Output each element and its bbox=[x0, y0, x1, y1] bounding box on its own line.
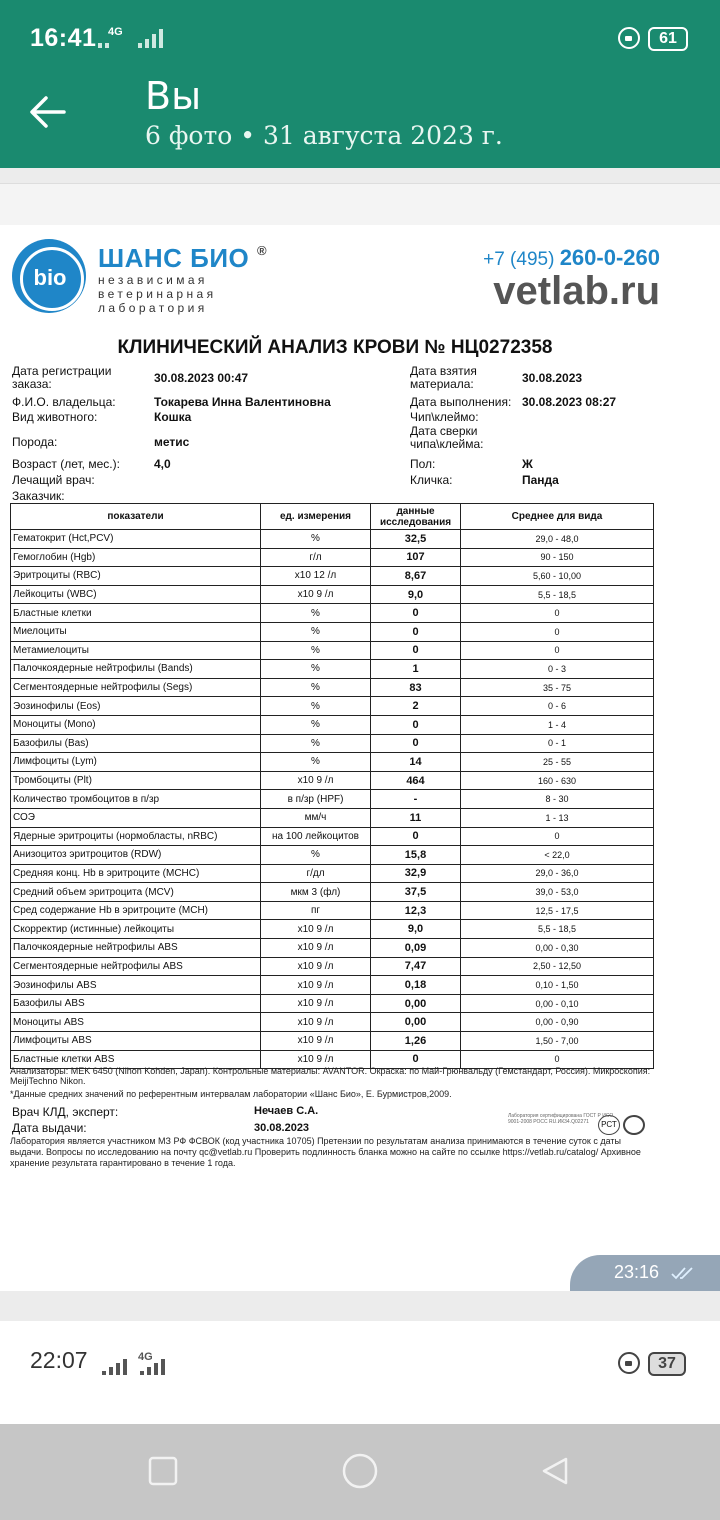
breed-label: Порода: bbox=[12, 435, 58, 449]
photo-viewer[interactable] bbox=[0, 225, 720, 1291]
reference-cell: < 22,0 bbox=[461, 846, 654, 865]
parameter-cell: Сред содержание Hb в эритроците (MCH) bbox=[11, 901, 261, 920]
status-time-2: 22:07 bbox=[30, 1347, 88, 1373]
result-cell: 0,00 bbox=[371, 1013, 461, 1032]
issue-date: 30.08.2023 bbox=[254, 1122, 310, 1134]
table-row bbox=[11, 827, 654, 846]
table-row bbox=[11, 734, 654, 753]
back-icon[interactable] bbox=[540, 1456, 570, 1486]
table-row bbox=[11, 1032, 654, 1051]
result-cell: 0 bbox=[371, 641, 461, 660]
doctor-label: Лечащий врач: bbox=[12, 473, 95, 487]
result-cell: 0,00 bbox=[371, 994, 461, 1013]
chip-label: Чип\клеймо: bbox=[410, 410, 479, 424]
signal-icon bbox=[138, 28, 163, 48]
unit-cell: x10 9 /л bbox=[261, 976, 371, 995]
unit-cell: мкм 3 (фл) bbox=[261, 883, 371, 902]
unit-cell: пг bbox=[261, 901, 371, 920]
reference-cell: 5,5 - 18,5 bbox=[461, 920, 654, 939]
species-value: Кошка bbox=[154, 410, 192, 424]
results-table bbox=[10, 503, 654, 1069]
parameter-cell: Сегментоядерные нейтрофилы ABS bbox=[11, 957, 261, 976]
brand-name: ШАНС БИО ® bbox=[98, 243, 268, 273]
certification-mark-icon: РСТ bbox=[598, 1115, 620, 1135]
recent-apps-icon[interactable] bbox=[148, 1456, 178, 1486]
reference-cell: 0 bbox=[461, 622, 654, 641]
reference-cell: 8 - 30 bbox=[461, 790, 654, 809]
network-type: 4G bbox=[108, 26, 123, 38]
tagline-1: независимая bbox=[98, 273, 208, 287]
rotation-lock-icon bbox=[618, 1352, 640, 1374]
reference-cell: 0 bbox=[461, 604, 654, 623]
message-time-badge bbox=[570, 1255, 720, 1291]
logo-text: bio bbox=[33, 265, 67, 290]
parameter-cell: Эозинофилы ABS bbox=[11, 976, 261, 995]
result-cell: 11 bbox=[371, 808, 461, 827]
table-row bbox=[11, 567, 654, 586]
reference-cell: 0 - 1 bbox=[461, 734, 654, 753]
result-cell: 14 bbox=[371, 753, 461, 772]
sample-date-value: 30.08.2023 bbox=[522, 371, 583, 385]
sex-label: Пол: bbox=[410, 457, 436, 471]
reference-cell: 0,00 - 0,90 bbox=[461, 1013, 654, 1032]
result-cell: - bbox=[371, 790, 461, 809]
reference-cell: 0 bbox=[461, 1050, 654, 1069]
signal-icon bbox=[140, 1355, 165, 1375]
result-cell: 37,5 bbox=[371, 883, 461, 902]
parameter-cell: Сегментоядерные нейтрофилы (Segs) bbox=[11, 678, 261, 697]
status-bar bbox=[0, 0, 720, 72]
parameter-cell: Гематокрит (Hct,PCV) bbox=[11, 530, 261, 549]
pet-name-label: Кличка: bbox=[410, 473, 453, 487]
chat-subtitle: 6 фото • 31 августа 2023 г. bbox=[145, 121, 503, 150]
table-row bbox=[11, 678, 654, 697]
parameter-cell: Количество тромбоцитов в п/зр bbox=[11, 790, 261, 809]
reference-cell: 35 - 75 bbox=[461, 678, 654, 697]
unit-cell: x10 9 /л bbox=[261, 1013, 371, 1032]
back-arrow-icon[interactable] bbox=[28, 92, 68, 132]
unit-cell: x10 9 /л bbox=[261, 585, 371, 604]
unit-cell: % bbox=[261, 641, 371, 660]
unit-cell: x10 12 /л bbox=[261, 567, 371, 586]
system-navigation-bar bbox=[0, 1424, 720, 1520]
parameter-cell: Средняя конц. Hb в эритроците (MCHC) bbox=[11, 864, 261, 883]
rotation-lock-icon bbox=[618, 27, 640, 49]
parameter-cell: Моноциты ABS bbox=[11, 1013, 261, 1032]
result-cell: 83 bbox=[371, 678, 461, 697]
parameter-cell: Ядерные эритроциты (нормобласты, nRBC) bbox=[11, 827, 261, 846]
unit-cell: % bbox=[261, 660, 371, 679]
unit-cell: г/дл bbox=[261, 864, 371, 883]
col-header: показатели bbox=[11, 504, 261, 530]
reg-date-label: Дата регистрации заказа: bbox=[12, 364, 112, 391]
reference-cell: 0 - 3 bbox=[461, 660, 654, 679]
chat-title: Вы bbox=[145, 74, 202, 118]
result-cell: 32,9 bbox=[371, 864, 461, 883]
parameter-cell: Моноциты (Mono) bbox=[11, 715, 261, 734]
reference-cell: 1 - 13 bbox=[461, 808, 654, 827]
result-cell: 15,8 bbox=[371, 846, 461, 865]
next-photo-preview[interactable] bbox=[0, 1321, 720, 1431]
signal-icon bbox=[98, 28, 109, 48]
unit-cell: x10 9 /л bbox=[261, 920, 371, 939]
reference-cell: 0,10 - 1,50 bbox=[461, 976, 654, 995]
owner-value: Токарева Инна Валентиновна bbox=[154, 395, 331, 409]
table-row bbox=[11, 976, 654, 995]
tagline-3: лаборатория bbox=[98, 301, 208, 315]
reference-cell: 39,0 - 53,0 bbox=[461, 883, 654, 902]
unit-cell: % bbox=[261, 753, 371, 772]
chip-check-label: Дата сверки чипа\клейма: bbox=[410, 424, 484, 451]
table-row bbox=[11, 994, 654, 1013]
species-label: Вид животного: bbox=[12, 410, 98, 424]
expert-label: Врач КЛД, эксперт: bbox=[12, 1105, 119, 1119]
result-cell: 9,0 bbox=[371, 585, 461, 604]
parameter-cell: Метамиелоциты bbox=[11, 641, 261, 660]
parameter-cell: Лимфоциты (Lym) bbox=[11, 753, 261, 772]
parameter-cell: СОЭ bbox=[11, 808, 261, 827]
reference-cell: 0 bbox=[461, 641, 654, 660]
reference-cell: 0,00 - 0,10 bbox=[461, 994, 654, 1013]
parameter-cell: Эозинофилы (Eos) bbox=[11, 697, 261, 716]
parameter-cell: Базофилы ABS bbox=[11, 994, 261, 1013]
reg-date-value: 30.08.2023 00:47 bbox=[154, 371, 249, 385]
parameter-cell: Гемоглобин (Hgb) bbox=[11, 548, 261, 567]
col-header: ед. измерения bbox=[261, 504, 371, 530]
unit-cell: г/л bbox=[261, 548, 371, 567]
signal-icon bbox=[102, 1355, 127, 1375]
table-row bbox=[11, 641, 654, 660]
unit-cell: x10 9 /л bbox=[261, 1050, 371, 1069]
double-check-icon bbox=[670, 1266, 698, 1280]
done-date-label: Дата выполнения: bbox=[410, 395, 512, 409]
unit-cell: % bbox=[261, 622, 371, 641]
reference-note: *Данные средних значений по референтным интервалам лаборатории «Шанс Био», Е. Бурмистров,2009. bbox=[10, 1089, 452, 1099]
home-icon[interactable] bbox=[342, 1453, 378, 1489]
table-row bbox=[11, 548, 654, 567]
table-row bbox=[11, 790, 654, 809]
network-type-2: 4G bbox=[138, 1351, 153, 1363]
message-time: 23:16 bbox=[614, 1262, 660, 1282]
table-header-row bbox=[11, 504, 654, 530]
app-header bbox=[0, 0, 720, 168]
unit-cell: на 100 лейкоцитов bbox=[261, 827, 371, 846]
lab-website: vetlab.ru bbox=[493, 269, 660, 313]
owner-label: Ф.И.О. владельца: bbox=[12, 395, 116, 409]
parameter-cell: Эритроциты (RBC) bbox=[11, 567, 261, 586]
quality-mark-icon bbox=[623, 1115, 645, 1135]
table-row bbox=[11, 883, 654, 902]
unit-cell: % bbox=[261, 678, 371, 697]
customer-label: Заказчик: bbox=[12, 489, 65, 503]
parameter-cell: Палочкоядерные нейтрофилы ABS bbox=[11, 939, 261, 958]
reference-cell: 160 - 630 bbox=[461, 771, 654, 790]
unit-cell: % bbox=[261, 530, 371, 549]
reference-cell: 90 - 150 bbox=[461, 548, 654, 567]
unit-cell: в п/зр (HPF) bbox=[261, 790, 371, 809]
col-header: данные исследования bbox=[371, 504, 461, 530]
table-row bbox=[11, 808, 654, 827]
certification-text: Лаборатория сертифицирована ГОСТ Р ИСО 9001-2008 РОСС RU.ИК34.Q02271 bbox=[508, 1113, 614, 1125]
table-row bbox=[11, 957, 654, 976]
parameter-cell: Лейкоциты (WBC) bbox=[11, 585, 261, 604]
result-cell: 32,5 bbox=[371, 530, 461, 549]
parameter-cell: Анизоцитоз эритроцитов (RDW) bbox=[11, 846, 261, 865]
reference-cell: 1 - 4 bbox=[461, 715, 654, 734]
reference-cell: 5,5 - 18,5 bbox=[461, 585, 654, 604]
reference-cell: 0,00 - 0,30 bbox=[461, 939, 654, 958]
reference-cell: 25 - 55 bbox=[461, 753, 654, 772]
table-row bbox=[11, 622, 654, 641]
reference-cell: 0 - 6 bbox=[461, 697, 654, 716]
parameter-cell: Средний объем эритроцита (MCV) bbox=[11, 883, 261, 902]
parameter-cell: Палочкоядерные нейтрофилы (Bands) bbox=[11, 660, 261, 679]
unit-cell: x10 9 /л bbox=[261, 939, 371, 958]
pet-name-value: Панда bbox=[522, 473, 559, 487]
result-cell: 7,47 bbox=[371, 957, 461, 976]
tagline-2: ветеринарная bbox=[98, 287, 217, 301]
unit-cell: % bbox=[261, 604, 371, 623]
result-cell: 0,18 bbox=[371, 976, 461, 995]
result-cell: 1,26 bbox=[371, 1032, 461, 1051]
lab-phone: +7 (495) 260-0-260 bbox=[483, 245, 660, 270]
table-row bbox=[11, 846, 654, 865]
sample-date-label: Дата взятия материала: bbox=[410, 364, 477, 391]
age-label: Возраст (лет, мес.): bbox=[12, 457, 120, 471]
parameter-cell: Базофилы (Bas) bbox=[11, 734, 261, 753]
parameter-cell: Лимфоциты ABS bbox=[11, 1032, 261, 1051]
reference-cell: 29,0 - 36,0 bbox=[461, 864, 654, 883]
result-cell: 0 bbox=[371, 604, 461, 623]
parameter-cell: Скорректир (истинные) лейкоциты bbox=[11, 920, 261, 939]
done-date-value: 30.08.2023 08:27 bbox=[522, 395, 617, 409]
unit-cell: x10 9 /л bbox=[261, 771, 371, 790]
table-row bbox=[11, 864, 654, 883]
battery-icon: 37 bbox=[648, 1352, 686, 1376]
breed-value: метис bbox=[154, 435, 190, 449]
analyzers-note: Анализаторы: MEK 6450 (Nihon Kohden, Japan). Контрольные материалы: AVANTOR. Окраска: по Май-Грюнвальду (Гемстандарт, Россия). Микроскопия: MeijiTechno Nikon. bbox=[10, 1066, 651, 1086]
reference-cell: 1,50 - 7,00 bbox=[461, 1032, 654, 1051]
unit-cell: мм/ч bbox=[261, 808, 371, 827]
result-cell: 0 bbox=[371, 622, 461, 641]
unit-cell: x10 9 /л bbox=[261, 957, 371, 976]
reference-cell: 2,50 - 12,50 bbox=[461, 957, 654, 976]
reference-cell: 12,5 - 17,5 bbox=[461, 901, 654, 920]
report-title: КЛИНИЧЕСКИЙ АНАЛИЗ КРОВИ № НЦ0272358 bbox=[117, 337, 553, 358]
unit-cell: % bbox=[261, 846, 371, 865]
unit-cell: x10 9 /л bbox=[261, 1032, 371, 1051]
parameter-cell: Тромбоциты (Plt) bbox=[11, 771, 261, 790]
result-cell: 0,09 bbox=[371, 939, 461, 958]
unit-cell: % bbox=[261, 715, 371, 734]
result-cell: 12,3 bbox=[371, 901, 461, 920]
table-row bbox=[11, 1013, 654, 1032]
reference-cell: 29,0 - 48,0 bbox=[461, 530, 654, 549]
table-row bbox=[11, 604, 654, 623]
table-row bbox=[11, 753, 654, 772]
photo-gallery-strip bbox=[0, 183, 720, 225]
result-cell: 9,0 bbox=[371, 920, 461, 939]
table-row bbox=[11, 901, 654, 920]
result-cell: 2 bbox=[371, 697, 461, 716]
status-time: 16:41 bbox=[30, 24, 97, 52]
result-cell: 0 bbox=[371, 715, 461, 734]
table-row bbox=[11, 660, 654, 679]
disclaimer: Лаборатория является участником МЗ РФ ФСВОК (код участника 10705) Претензии по результатам анализа принимаются в течение суток с даты выдачи. Вопросы по исследованию на почту qc@vetlab.ru Проверить подлинность бланка можно на сайте по ссылке https://vetlab.ru/catalog/ Архивное хранение результата гарантировано в течение 1 года. bbox=[10, 1136, 641, 1168]
result-cell: 0 bbox=[371, 827, 461, 846]
battery-icon: 61 bbox=[648, 27, 688, 51]
table-row bbox=[11, 585, 654, 604]
table-row bbox=[11, 697, 654, 716]
issue-label: Дата выдачи: bbox=[12, 1121, 87, 1135]
result-cell: 0 bbox=[371, 1050, 461, 1069]
result-cell: 8,67 bbox=[371, 567, 461, 586]
expert-name: Нечаев С.А. bbox=[254, 1105, 319, 1117]
sex-value: Ж bbox=[522, 457, 533, 471]
reference-cell: 5,60 - 10,00 bbox=[461, 567, 654, 586]
table-row bbox=[11, 939, 654, 958]
age-value: 4,0 bbox=[154, 457, 171, 471]
reference-cell: 0 bbox=[461, 827, 654, 846]
table-row bbox=[11, 771, 654, 790]
unit-cell: % bbox=[261, 734, 371, 753]
parameter-cell: Бластные клетки bbox=[11, 604, 261, 623]
table-row bbox=[11, 530, 654, 549]
result-cell: 107 bbox=[371, 548, 461, 567]
result-cell: 1 bbox=[371, 660, 461, 679]
table-row bbox=[11, 920, 654, 939]
parameter-cell: Бластные клетки ABS bbox=[11, 1050, 261, 1069]
result-cell: 464 bbox=[371, 771, 461, 790]
col-header: Среднее для вида bbox=[461, 504, 654, 530]
table-row bbox=[11, 715, 654, 734]
unit-cell: % bbox=[261, 697, 371, 716]
parameter-cell: Миелоциты bbox=[11, 622, 261, 641]
result-cell: 0 bbox=[371, 734, 461, 753]
unit-cell: x10 9 /л bbox=[261, 994, 371, 1013]
